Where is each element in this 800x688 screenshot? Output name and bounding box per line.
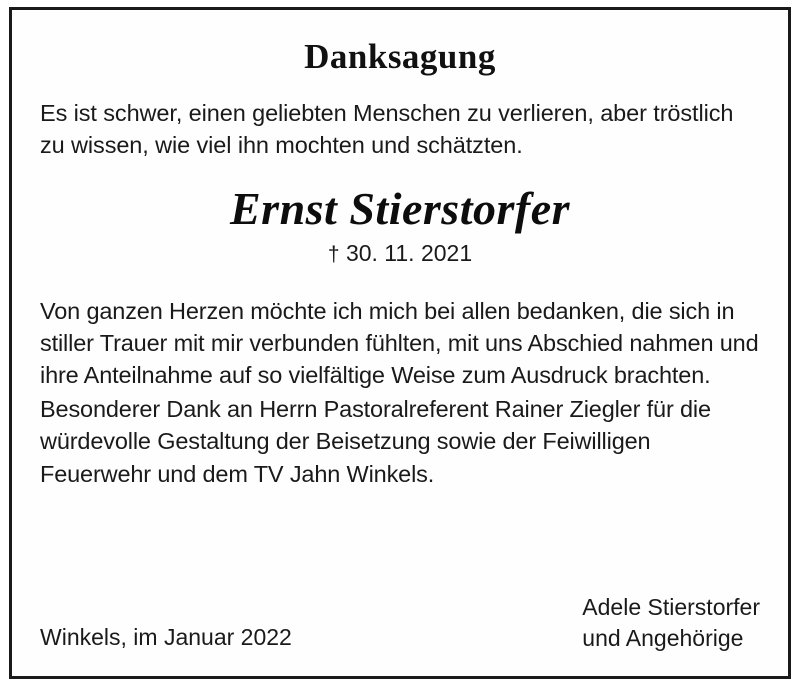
thanks-paragraph-2: Besonderer Dank an Herrn Pastoralreferent Rainer Ziegler für die würdevolle Gestaltung der Beisetzung sowie der Feiwilligen Feuerwehr und dem TV Jahn Winkels. xyxy=(40,396,711,487)
cross-icon: † xyxy=(327,242,340,266)
signature-relatives: und Angehörige xyxy=(582,624,744,651)
footer xyxy=(40,592,760,654)
signature-block xyxy=(582,592,760,654)
death-date: 30. 11. 2021 xyxy=(345,239,473,266)
place-and-date: Winkels, im Januar 2022 xyxy=(40,623,292,650)
thanks-paragraph-1: Von ganzen Herzen möchte ich mich bei allen bedanken, die sich in stiller Trauer mit mir verbunden fühlten, mit uns Abschied nahmen und ihre Anteilnahme auf so vielfältige Weise zum Ausdruck brachten. xyxy=(40,297,759,389)
deceased-name: Ernst Stierstorfer xyxy=(229,183,571,235)
signature-name: Adele Stierstorfer xyxy=(582,593,760,620)
obituary-card xyxy=(9,7,791,679)
page-title: Danksagung xyxy=(304,37,496,76)
death-date-line xyxy=(40,240,760,267)
intro-text: Es ist schwer, einen geliebten Menschen zu verlieren, aber tröstlich zu wissen, wie viel ihn mochten und schätzten. xyxy=(40,99,734,158)
